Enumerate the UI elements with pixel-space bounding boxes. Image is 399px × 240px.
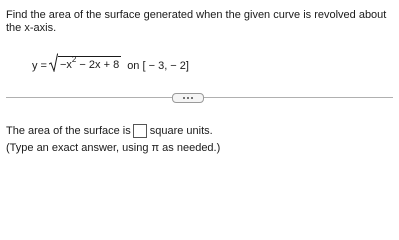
answer-input[interactable] [133,124,147,138]
equation-lhs: y = [32,60,47,72]
ellipsis-icon [183,97,185,99]
expand-more-button[interactable] [172,93,204,103]
answer-prefix: The area of the surface is [6,125,131,137]
radicand-end: − 2x + 8 [76,59,120,71]
ellipsis-icon [187,97,189,99]
question-prompt: Find the area of the surface generated when the given curve is revolved about the x-axis. [6,9,387,34]
square-root [49,53,121,72]
ellipsis-icon [191,97,193,99]
answer-line [6,124,213,138]
radical-sign-icon [49,53,58,72]
answer-suffix: square units. [149,125,213,137]
radicand [58,56,121,72]
curve-equation [32,50,189,72]
interval: on [ − 3, − 2] [127,60,189,72]
radicand-start: −x [59,59,72,71]
exponent: 2 [71,55,77,64]
answer-hint: (Type an exact answer, using π as needed.) [6,142,221,154]
